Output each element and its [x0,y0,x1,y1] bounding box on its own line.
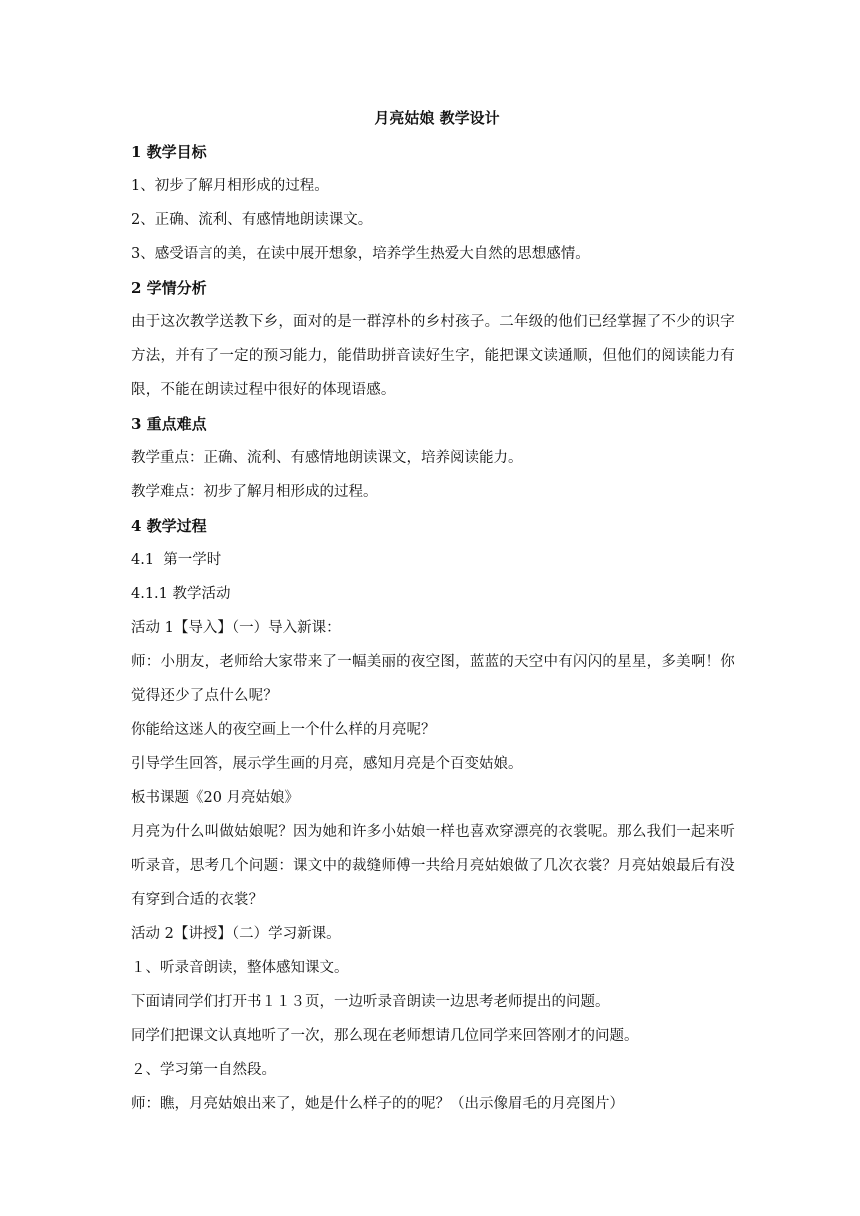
activities-heading: 4.1.1 教学活动 [131,586,231,602]
section-heading-analysis: 2 学情分析 [131,279,207,297]
moon-girl-paragraph: 月亮为什么叫做姑娘呢？因为她和许多小姑娘一样也喜欢穿漂亮的衣裳呢。那么我们一起来听听录音，思考几个问题：课文中的裁缝师傅一共给月亮姑娘做了几次衣裳？月亮姑娘最后有没有穿到合适的衣裳？ [131,824,735,908]
open-book-paragraph: 下面请同学们打开书１１３页，一边听录音朗读一边思考老师提出的问题。 [131,994,610,1010]
teaching-focus: 教学重点：正确、流利、有感情地朗读课文，培养阅读能力。 [131,450,523,466]
step-1-paragraph: １、听录音朗读，整体感知课文。 [131,960,349,976]
question-paragraph: 你能给这迷人的夜空画上一个什么样的月亮呢？ [131,722,436,738]
board-title-paragraph: 板书课题《20 月亮姑娘》 [131,790,300,806]
teacher-intro-paragraph: 师：小朋友，老师给大家带来了一幅美丽的夜空图，蓝蓝的天空中有闪闪的星星，多美啊！你觉得还少了点什么呢？ [131,654,735,704]
section-heading-goals: 1 教学目标 [131,143,207,161]
activity-1-heading: 活动 1【导入】（一）导入新课： [131,620,341,636]
section-heading-process: 4 教学过程 [131,517,207,535]
lesson-heading: 4.1 第一学时 [131,552,222,568]
guide-paragraph: 引导学生回答，展示学生画的月亮，感知月亮是个百变姑娘。 [131,756,523,772]
goal-item-2: 2、正确、流利、有感情地朗读课文。 [131,212,373,228]
teaching-difficulty: 教学难点：初步了解月相形成的过程。 [131,484,378,500]
answer-paragraph: 同学们把课文认真地听了一次，那么现在老师想请几位同学来回答刚才的问题。 [131,1028,639,1044]
goal-item-1: 1、初步了解月相形成的过程。 [131,178,329,194]
step-2-paragraph: ２、学习第一自然段。 [131,1062,276,1078]
activity-2-heading: 活动 2【讲授】（二）学习新课。 [131,926,341,942]
section-heading-key-points: 3 重点难点 [131,415,207,433]
document-body [131,108,735,1128]
document-title: 月亮姑娘 教学设计 [374,109,500,127]
analysis-paragraph: 由于这次教学送教下乡，面对的是一群淳朴的乡村孩子。二年级的他们已经掌握了不少的识字方法，并有了一定的预习能力，能借助拼音读好生字，能把课文读通顺，但他们的阅读能力有限，不能在朗读过程中很好的体现语感。 [131,314,735,398]
teacher-moon-paragraph: 师：瞧，月亮姑娘出来了，她是什么样子的的呢？（出示像眉毛的月亮图片） [131,1096,624,1112]
goal-item-3: 3、感受语言的美，在读中展开想象，培养学生热爱大自然的思想感情。 [131,246,590,262]
